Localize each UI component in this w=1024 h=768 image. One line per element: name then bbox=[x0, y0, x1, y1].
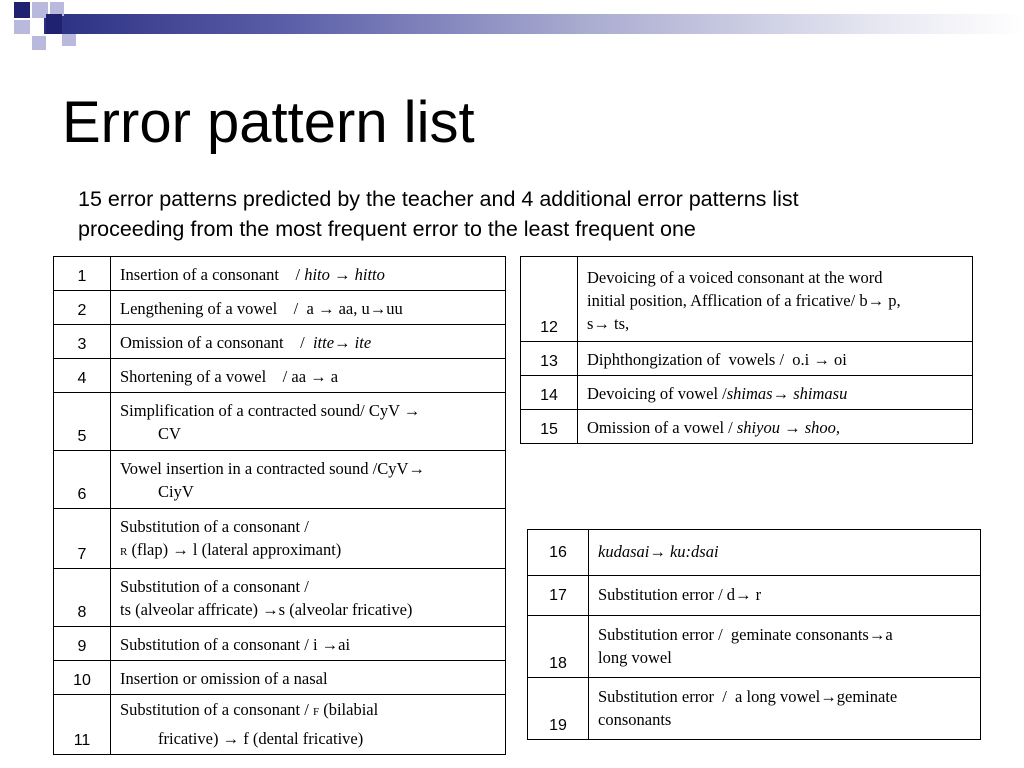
row-number: 13 bbox=[521, 342, 578, 376]
desc-text: Shortening of a vowel / aa → a bbox=[120, 367, 339, 386]
header-gradient-bar bbox=[44, 14, 1024, 34]
row-description bbox=[111, 695, 506, 755]
row-description bbox=[111, 569, 506, 627]
desc-text: Substitution error / d→ r bbox=[598, 585, 762, 604]
desc-line bbox=[120, 698, 497, 724]
desc-text: Omission of a consonant / bbox=[120, 333, 313, 352]
deco-square bbox=[46, 14, 62, 34]
desc-text: Devoicing of vowel / bbox=[587, 384, 727, 403]
deco-square bbox=[14, 2, 30, 18]
row-description bbox=[111, 257, 506, 291]
row-number: 18 bbox=[528, 616, 589, 678]
row-description bbox=[111, 325, 506, 359]
table-row bbox=[521, 410, 973, 444]
row-description bbox=[578, 410, 973, 444]
desc-line: consonants bbox=[598, 710, 672, 729]
desc-line: ts (alveolar affricate) →s (alveolar fricative) bbox=[120, 600, 413, 619]
table-row bbox=[528, 678, 981, 740]
row-number: 3 bbox=[54, 325, 111, 359]
desc-line: Vowel insertion in a contracted sound /CyV→ bbox=[120, 459, 425, 478]
table-row bbox=[54, 661, 506, 695]
row-description bbox=[589, 616, 981, 678]
row-number: 11 bbox=[54, 695, 111, 755]
row-description bbox=[578, 376, 973, 410]
phonetic-symbol: F bbox=[312, 706, 320, 718]
row-number: 4 bbox=[54, 359, 111, 393]
row-number: 1 bbox=[54, 257, 111, 291]
desc-line bbox=[120, 538, 497, 564]
desc-line: Substitution error / a long vowel→geminate bbox=[598, 687, 898, 706]
table-row bbox=[54, 627, 506, 661]
table-row bbox=[54, 509, 506, 569]
phonetic-symbol: R bbox=[120, 546, 128, 558]
row-description bbox=[111, 359, 506, 393]
table-row bbox=[54, 291, 506, 325]
table-row bbox=[54, 569, 506, 627]
row-number: 16 bbox=[528, 530, 589, 576]
desc-text: Omission of a vowel / bbox=[587, 418, 737, 437]
table-row bbox=[521, 376, 973, 410]
error-table-continued bbox=[520, 256, 973, 444]
row-description bbox=[111, 291, 506, 325]
row-description bbox=[111, 393, 506, 451]
subtitle-line: 15 error patterns predicted by the teacher and 4 additional error patterns list bbox=[78, 187, 799, 211]
row-number: 6 bbox=[54, 451, 111, 509]
desc-text: Substitution of a consonant / i →ai bbox=[120, 635, 351, 654]
desc-text: (flap) → l (lateral approximant) bbox=[127, 540, 342, 559]
row-description bbox=[111, 627, 506, 661]
desc-line: Substitution of a consonant / bbox=[120, 517, 309, 536]
desc-line: initial position, Afflication of a fricative/ b→ p, bbox=[587, 291, 901, 310]
desc-text: Diphthongization of vowels / o.i → oi bbox=[587, 350, 847, 369]
deco-square bbox=[14, 20, 30, 34]
error-table-main bbox=[53, 256, 506, 755]
row-description bbox=[589, 576, 981, 616]
row-number: 8 bbox=[54, 569, 111, 627]
desc-text: Lengthening of a vowel / a → aa, u→uu bbox=[120, 299, 403, 318]
row-number: 5 bbox=[54, 393, 111, 451]
subtitle bbox=[78, 184, 978, 244]
row-description bbox=[111, 509, 506, 569]
additional-error-table bbox=[527, 529, 981, 740]
table-row bbox=[54, 393, 506, 451]
table-row bbox=[528, 530, 981, 576]
subtitle-line: proceeding from the most frequent error to the least frequent one bbox=[78, 217, 696, 241]
desc-text: Insertion or omission of a nasal bbox=[120, 669, 328, 688]
desc-text: Substitution of a consonant / bbox=[120, 700, 313, 719]
desc-text: Insertion of a consonant / bbox=[120, 265, 305, 284]
row-number: 17 bbox=[528, 576, 589, 616]
deco-square bbox=[32, 36, 46, 50]
example-text: shimas→ shimasu bbox=[726, 384, 848, 403]
example-text: itte→ ite bbox=[312, 333, 372, 352]
row-description bbox=[589, 530, 981, 576]
row-number: 10 bbox=[54, 661, 111, 695]
row-number: 14 bbox=[521, 376, 578, 410]
row-number: 12 bbox=[521, 257, 578, 342]
table-row bbox=[54, 695, 506, 755]
desc-line: fricative) → f (dental fricative) bbox=[158, 729, 364, 748]
desc-line: s→ ts, bbox=[587, 314, 630, 333]
example-text: kudasai→ ku:dsai bbox=[598, 542, 719, 561]
example-text: hito → hitto bbox=[304, 265, 385, 284]
row-description bbox=[578, 342, 973, 376]
row-number: 9 bbox=[54, 627, 111, 661]
row-number: 19 bbox=[528, 678, 589, 740]
desc-line: long vowel bbox=[598, 648, 672, 667]
desc-line: Substitution of a consonant / bbox=[120, 577, 309, 596]
row-number: 2 bbox=[54, 291, 111, 325]
desc-line: Substitution error / geminate consonants→a bbox=[598, 625, 893, 644]
table-row bbox=[54, 325, 506, 359]
row-number: 7 bbox=[54, 509, 111, 569]
page-title: Error pattern list bbox=[62, 90, 475, 155]
table-row bbox=[521, 342, 973, 376]
table-row bbox=[54, 257, 506, 291]
row-description bbox=[111, 451, 506, 509]
table-row bbox=[54, 359, 506, 393]
table-row bbox=[521, 257, 973, 342]
table-row bbox=[528, 616, 981, 678]
desc-text: (bilabial bbox=[319, 700, 379, 719]
desc-line: CV bbox=[158, 424, 181, 443]
deco-square bbox=[62, 34, 76, 46]
row-number: 15 bbox=[521, 410, 578, 444]
desc-line: CiyV bbox=[158, 482, 194, 501]
desc-line: Simplification of a contracted sound/ CyV → bbox=[120, 401, 421, 420]
row-description bbox=[589, 678, 981, 740]
desc-line: Devoicing of a voiced consonant at the word bbox=[587, 268, 883, 287]
table-row bbox=[528, 576, 981, 616]
row-description bbox=[578, 257, 973, 342]
row-description bbox=[111, 661, 506, 695]
example-text: shiyou → shoo, bbox=[736, 418, 840, 437]
table-row bbox=[54, 451, 506, 509]
